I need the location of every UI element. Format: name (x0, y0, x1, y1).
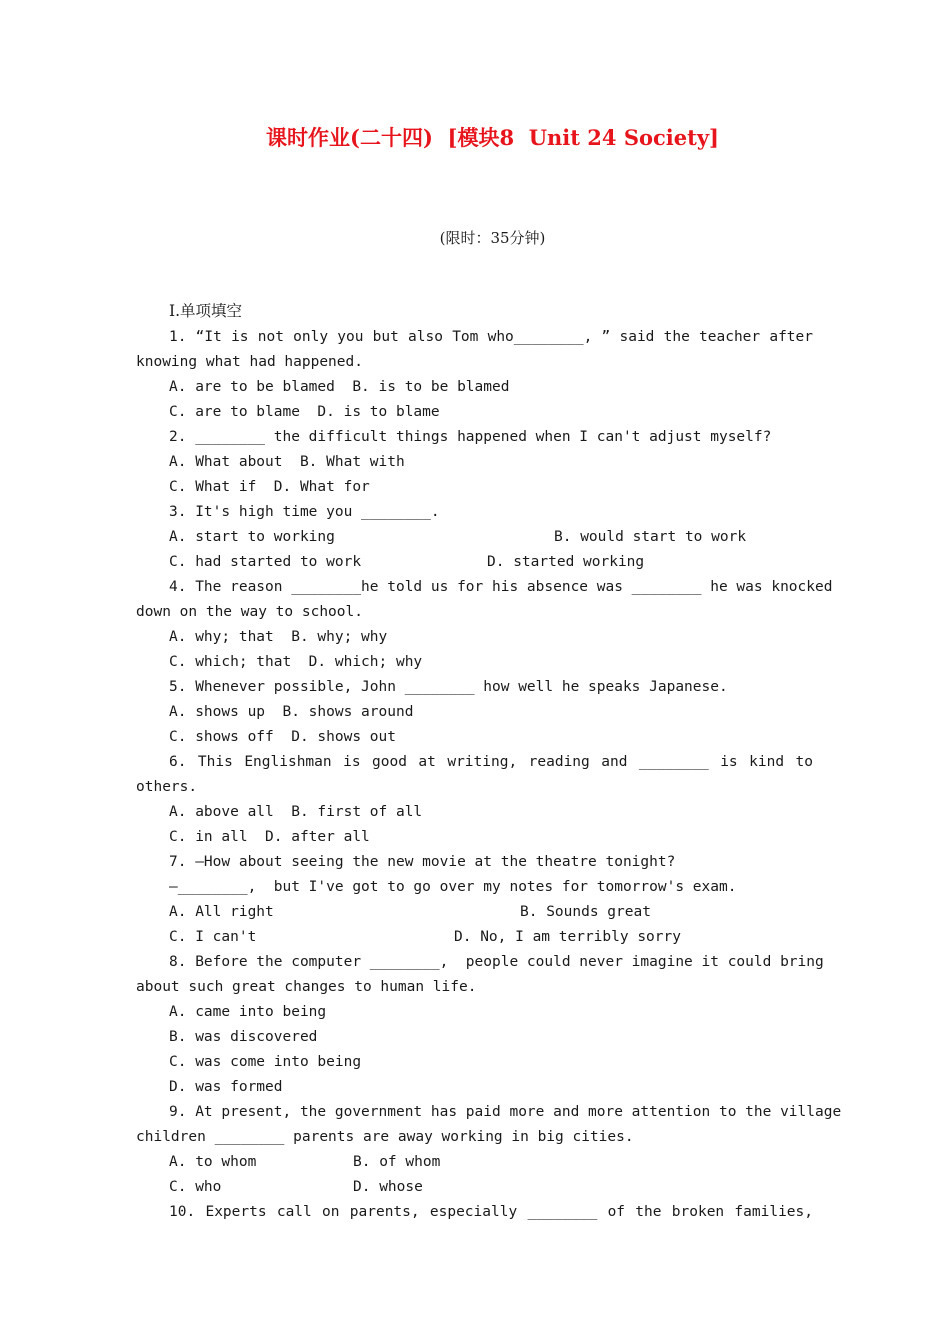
text-line: C. I can't (169, 929, 257, 945)
text-line: 1. “It is not only you but also Tom who________, ” said the teacher after (169, 329, 813, 345)
text-line: 10. Experts call on parents, especially ________ of the broken families, (169, 1204, 813, 1220)
text-line: C. had started to work (169, 554, 362, 570)
text-line: about such great changes to human life. (136, 979, 477, 995)
text-line: 6. This Englishman is good at writing, reading and ________ is kind to (169, 754, 813, 770)
text-line: C. was come into being (169, 1054, 362, 1070)
text-line: B. was discovered (169, 1029, 318, 1045)
text-line: A. shows up B. shows around (169, 704, 414, 720)
text-line: others. (136, 779, 198, 795)
text-line: A. to whom (169, 1154, 257, 1170)
text-line: A. above all B. first of all (169, 804, 423, 820)
text-line: A. came into being (169, 1004, 327, 1020)
text-line: D. No, I am terribly sorry (454, 929, 681, 945)
text-line: A. What about B. What with (169, 454, 405, 470)
text-line: A. start to working (169, 529, 335, 545)
text-line: C. in all D. after all (169, 829, 370, 845)
text-line: 8. Before the computer ________, people could never imagine it could bring (169, 954, 824, 970)
text-line: down on the way to school. (136, 604, 363, 620)
text-line: knowing what had happened. (136, 354, 363, 370)
text-line: C. are to blame D. is to blame (169, 404, 440, 420)
text-line: C. who (169, 1179, 222, 1195)
text-line: B. Sounds great (520, 904, 651, 920)
text-line: 5. Whenever possible, John ________ how well he speaks Japanese. (169, 679, 728, 695)
time-limit: (限时：35分钟) (439, 229, 546, 247)
section-heading: Ⅰ.单项填空 (169, 302, 243, 320)
text-line: 2. ________ the difficult things happened when I can't adjust myself? (169, 429, 772, 445)
text-line: D. started working (487, 554, 645, 570)
text-line: D. whose (353, 1179, 423, 1195)
text-line: 4. The reason ________he told us for his absence was ________ he was knocked (169, 579, 833, 595)
text-line: 7. —How about seeing the new movie at the theatre tonight? (169, 854, 676, 870)
text-line: C. What if D. What for (169, 479, 370, 495)
page-title: 课时作业(二十四) [模块8 Unit 24 Society] (266, 125, 719, 150)
text-line: —________, but I've got to go over my notes for tomorrow's exam. (169, 879, 737, 895)
text-line: B. of whom (353, 1154, 441, 1170)
text-line: A. All right (169, 904, 274, 920)
text-line: C. which; that D. which; why (169, 654, 423, 670)
text-line: 3. It's high time you ________. (169, 504, 440, 520)
text-line: 9. At present, the government has paid more and more attention to the village (169, 1104, 842, 1120)
text-line: C. shows off D. shows out (169, 729, 396, 745)
text-line: B. would start to work (554, 529, 747, 545)
text-line: A. why; that B. why; why (169, 629, 388, 645)
text-line: D. was formed (169, 1079, 283, 1095)
text-line: A. are to be blamed B. is to be blamed (169, 379, 510, 395)
text-line: children ________ parents are away working in big cities. (136, 1129, 634, 1145)
